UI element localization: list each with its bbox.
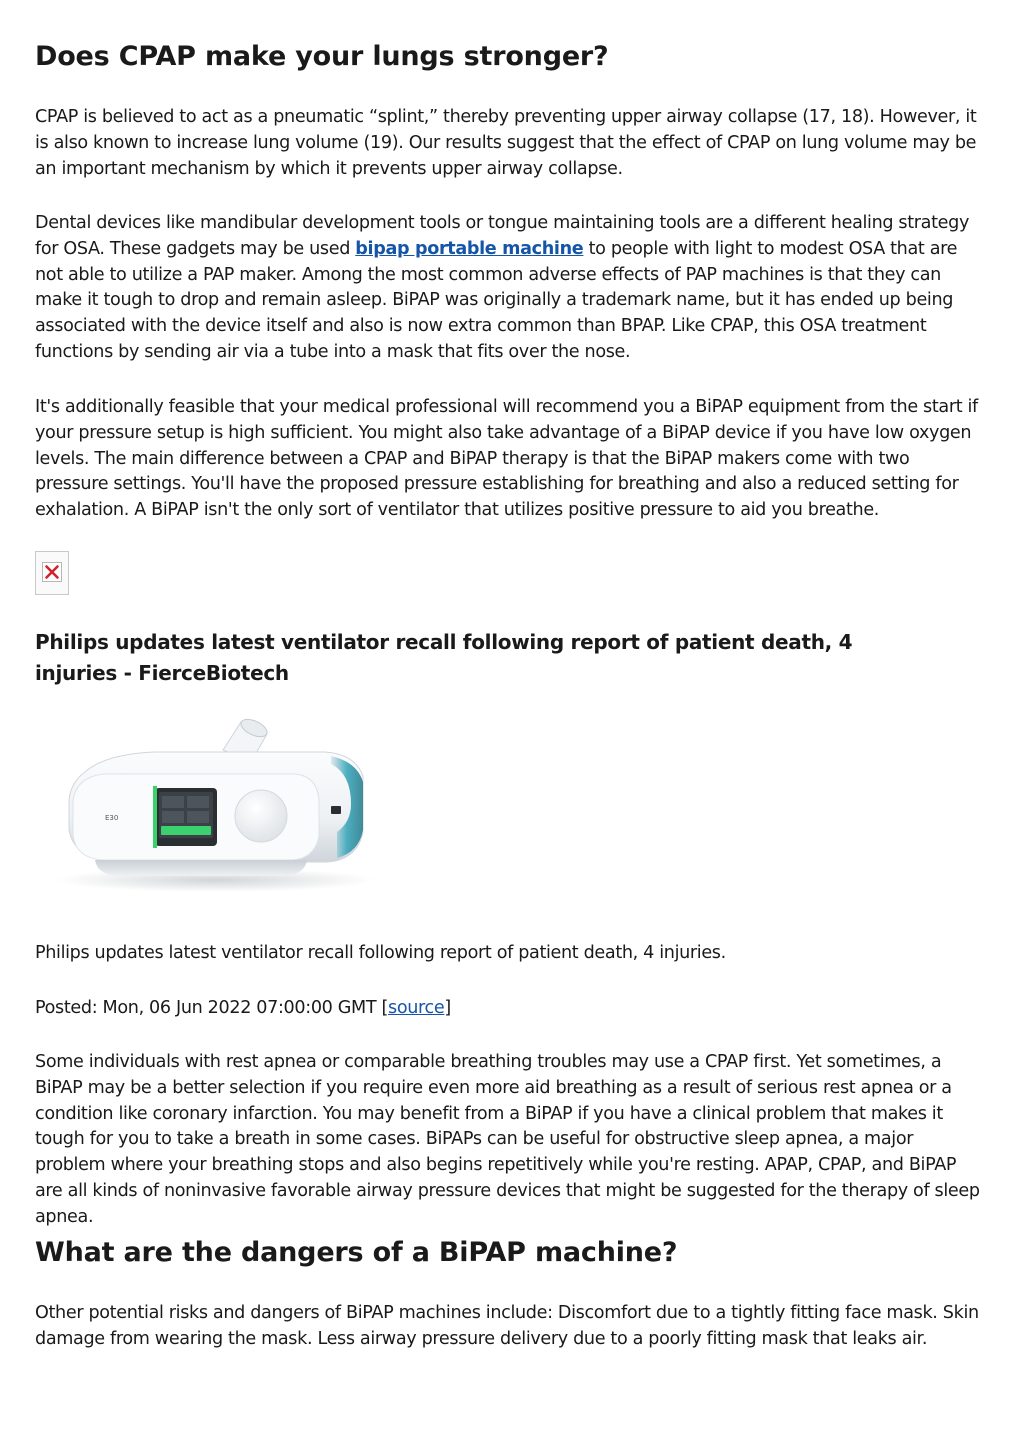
- posted-prefix: Posted: Mon, 06 Jun 2022 07:00:00 GMT [: [35, 998, 389, 1018]
- paragraph-text: Dental devices like mandibular development tools or tongue maintaining tools are a different healing strategy for OSA. These gadgets may be used: [35, 213, 970, 259]
- posted-suffix: ]: [444, 998, 451, 1018]
- paragraph-risks: Other potential risks and dangers of BiPAP machines include: Discomfort due to a tightly fitting face mask. Skin damage from wearing the mask. Less airway pressure delivery due to a poorly fitting mask that leaks air.: [35, 1303, 979, 1349]
- source-link[interactable]: source: [388, 998, 445, 1018]
- broken-image-x: [42, 562, 62, 582]
- paragraph-bipap-recommend: It's additionally feasible that your medical professional will recommend you a BiPAP equipment from the start if your pressure setup is high sufficient. You might also take advantage of a BiPAP device if you have low oxygen levels. The main difference between a CPAP and BiPAP therapy is that the BiPAP makers come with two pressure settings. You'll have the proposed pressure establishing for breathing and also a reduced setting for exhalation. A BiPAP isn't the only sort of ventilator that utilizes positive pressure to aid you breathe.: [35, 397, 978, 521]
- paragraph-text: to people with light to modest OSA that are not able to utilize a PAP maker. Among the most common adverse effects of PAP machines is that they can make it tough to drop and remain asleep. BiPAP was originally a trademark name, but it has ended up being associated with the device itself and also is now extra common than BPAP. Like CPAP, this OSA treatment functions by sending air via a tube into a mask that fits over the nose.: [35, 238, 958, 362]
- page-title: Does CPAP make your lungs stronger?: [35, 41, 609, 72]
- news-title: Philips updates latest ventilator recall following report of patient death, 4 injuries - FierceBiotech: [35, 630, 853, 685]
- cpap-machine-illustration: [45, 712, 385, 902]
- section-heading-dangers: What are the dangers of a BiPAP machine?: [35, 1237, 678, 1268]
- close-icon: [43, 563, 61, 581]
- broken-image-icon: [35, 551, 69, 595]
- paragraph-cpap-splint: CPAP is believed to act as a pneumatic “splint,” thereby preventing upper airway collapse (17, 18). However, it is also known to increase lung volume (19). Our results suggest that the effect of CPAP on lung volume may be an important mechanism by which it prevents upper airway collapse.: [35, 107, 977, 179]
- paragraph-apnea-options: Some individuals with rest apnea or comparable breathing troubles may use a CPAP first. Yet sometimes, a BiPAP may be a better selection if you require even more aid breathing as a result of serious rest apnea or a condition like coronary infarction. You may benefit from a BiPAP if you have a clinical problem that makes it tough for you to take a breath in some cases. BiPAPs can be useful for obstructive sleep apnea, a major problem where your breathing stops and also begins repetitively while you're resting. APAP, CPAP, and BiPAP are all kinds of noninvasive favorable airway pressure devices that might be suggested for the therapy of sleep apnea.: [35, 1052, 980, 1227]
- bipap-portable-machine-link[interactable]: bipap portable machine: [355, 238, 584, 259]
- bipap-device-image: [45, 712, 385, 902]
- news-summary: Philips updates latest ventilator recall following report of patient death, 4 injuries.: [35, 943, 726, 963]
- posted-date: [35, 996, 985, 1022]
- device-model-label: E30: [105, 814, 119, 822]
- paragraph-dental-devices: [35, 211, 985, 366]
